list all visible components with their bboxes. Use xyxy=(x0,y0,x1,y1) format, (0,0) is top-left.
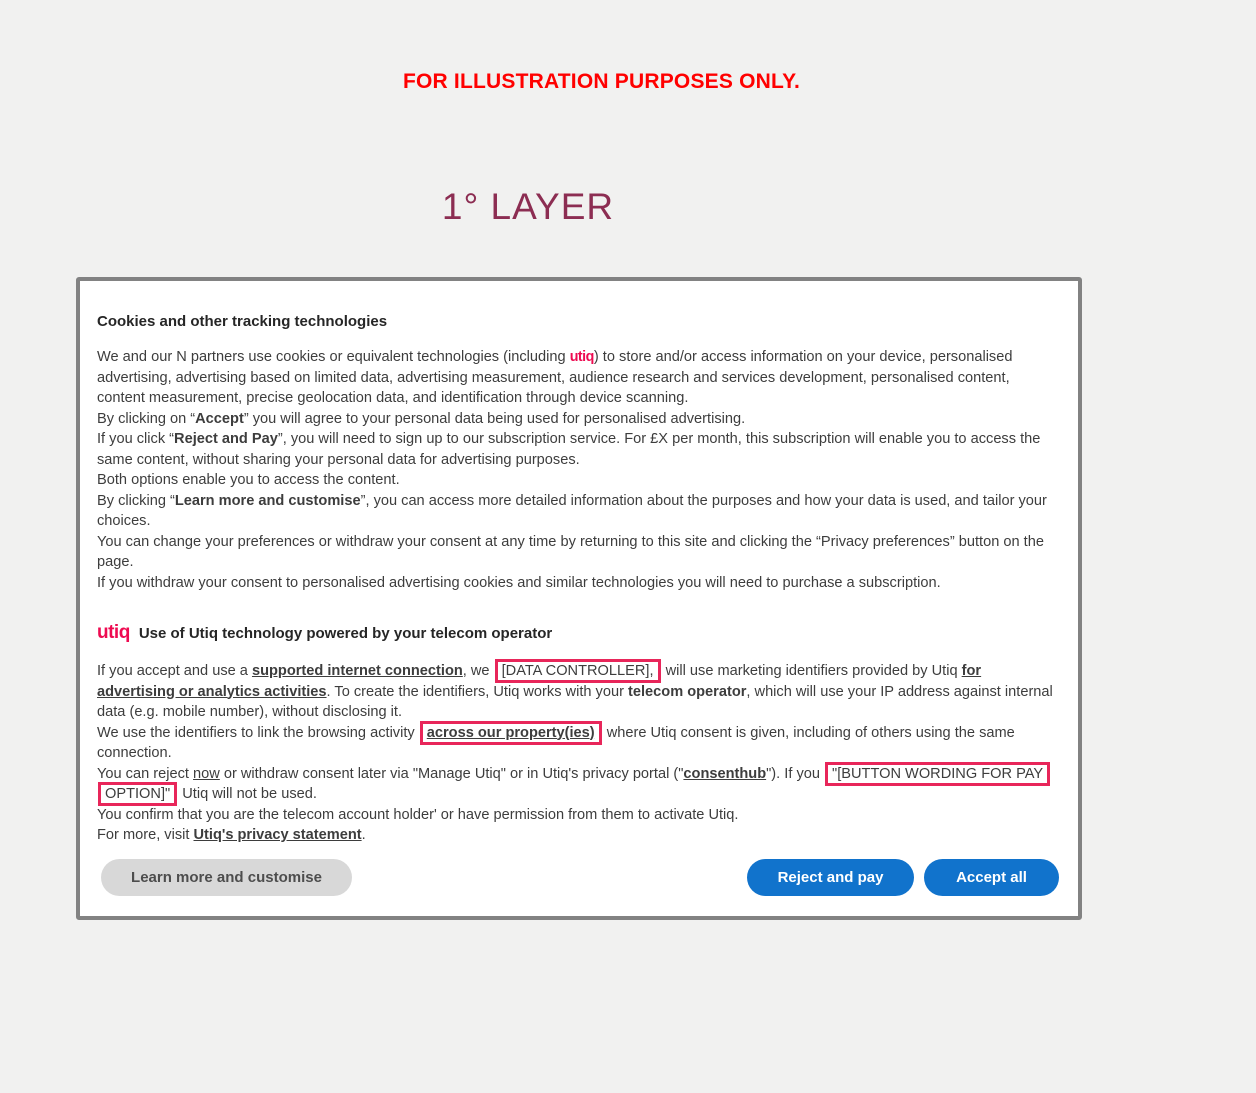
inline-link[interactable]: consenthub xyxy=(683,765,767,782)
text-segment: We and our N partners use cookies or equivalent technologies (including xyxy=(97,349,570,365)
text-segment: Utiq will not be used. xyxy=(178,786,317,802)
paragraph xyxy=(97,347,1059,409)
text-segment: If you accept and use a xyxy=(97,663,252,679)
text-segment: or withdraw consent later via "Manage Utiq" or in Utiq's privacy portal (" xyxy=(219,765,684,782)
inline-link[interactable]: now xyxy=(193,765,220,782)
placeholder-highlight: [DATA CONTROLLER], xyxy=(495,659,661,683)
primary-button-group xyxy=(747,859,1059,896)
paragraph xyxy=(97,661,1059,723)
text-segment: ” you will agree to your personal data being used for personalised advertising. xyxy=(243,410,746,427)
text-segment: . To create the identifiers, Utiq works with your xyxy=(326,683,629,700)
utiq-logo: utiq xyxy=(569,349,594,365)
text-segment: Both options enable you to access the content. xyxy=(97,472,400,488)
inline-link[interactable]: for advertising or analytics activities xyxy=(97,663,982,700)
paragraph xyxy=(97,805,1059,826)
paragraph xyxy=(97,573,1059,594)
reject-and-pay-button[interactable]: Reject and pay xyxy=(747,859,914,896)
text-segment: , we xyxy=(462,663,494,679)
text-segment: For more, visit xyxy=(97,827,194,843)
paragraph xyxy=(97,532,1059,573)
text-segment: Learn more and customise xyxy=(174,492,361,509)
utiq-section-heading: Use of Utiq technology powered by your telecom operator xyxy=(138,624,553,642)
paragraph xyxy=(97,491,1059,532)
text-segment: We use the identifiers to link the browsing activity xyxy=(97,724,419,741)
utiq-logo: utiq xyxy=(97,622,130,643)
placeholder-highlight: across our property(ies) xyxy=(420,721,602,745)
intro-paragraphs xyxy=(97,347,1059,593)
text-segment: By clicking “ xyxy=(97,492,175,509)
text-segment: will use marketing identifiers provided by Utiq xyxy=(661,663,962,679)
inline-link[interactable]: Utiq's privacy statement xyxy=(193,827,362,843)
utiq-section-header xyxy=(97,622,1059,644)
text-segment: You can reject xyxy=(97,765,194,782)
text-segment: where Utiq consent is given, including of others using the same connection. xyxy=(97,724,1015,761)
text-segment: By clicking on “ xyxy=(97,410,196,427)
paragraph xyxy=(97,409,1059,430)
accept-all-button[interactable]: Accept all xyxy=(924,859,1059,896)
utiq-section xyxy=(97,622,1059,846)
paragraph xyxy=(97,825,1059,846)
text-segment: ) to store and/or access information on your device, personalised advertising, advertising based on limited data, advertising measurement, audience research and services development, personalised content, content measurement, precise geolocation data, and identification through device scanning. xyxy=(97,349,1013,406)
text-segment: You confirm that you are the telecom account holder' or have permission from them to activate Utiq. xyxy=(97,806,739,823)
text-segment: If you withdraw your consent to personalised advertising cookies and similar technologies you will need to purchase a subscription. xyxy=(97,574,941,591)
text-segment: If you click “ xyxy=(97,431,175,447)
learn-more-and-customise-button[interactable]: Learn more and customise xyxy=(101,859,352,896)
utiq-paragraphs xyxy=(97,661,1059,846)
text-segment: telecom operator xyxy=(628,683,747,700)
placeholder-highlight: "[BUTTON WORDING FOR PAY OPTION]" xyxy=(98,762,1050,807)
text-segment: Accept xyxy=(195,410,244,427)
illustration-disclaimer: FOR ILLUSTRATION PURPOSES ONLY. xyxy=(402,70,801,93)
text-segment: ”, you can access more detailed information about the purposes and how your data is used, and tailor your choices. xyxy=(97,492,1047,529)
paragraph xyxy=(97,470,1059,491)
layer-title: 1° LAYER xyxy=(441,186,615,227)
paragraph xyxy=(97,429,1059,470)
text-segment: You can change your preferences or withdraw your consent at any time by returning to this site and clicking the “Privacy preferences” button on the page. xyxy=(97,533,1044,570)
paragraph xyxy=(97,764,1059,805)
dialog-button-row xyxy=(101,859,1059,896)
paragraph xyxy=(97,723,1059,764)
text-segment: "). If you xyxy=(766,765,825,782)
text-segment: ”, you will need to sign up to our subscription service. For £X per month, this subscription will enable you to access the same content, without sharing your personal data for advertising purposes. xyxy=(97,431,1041,468)
text-segment: , which will use your IP address against internal data (e.g. mobile number), without disclosing it. xyxy=(97,683,1053,720)
cookie-consent-dialog xyxy=(76,277,1082,920)
dialog-heading: Cookies and other tracking technologies xyxy=(97,313,388,330)
inline-link[interactable]: supported internet connection xyxy=(251,663,463,679)
text-segment: Reject and Pay xyxy=(174,431,278,447)
text-segment: . xyxy=(361,827,366,843)
